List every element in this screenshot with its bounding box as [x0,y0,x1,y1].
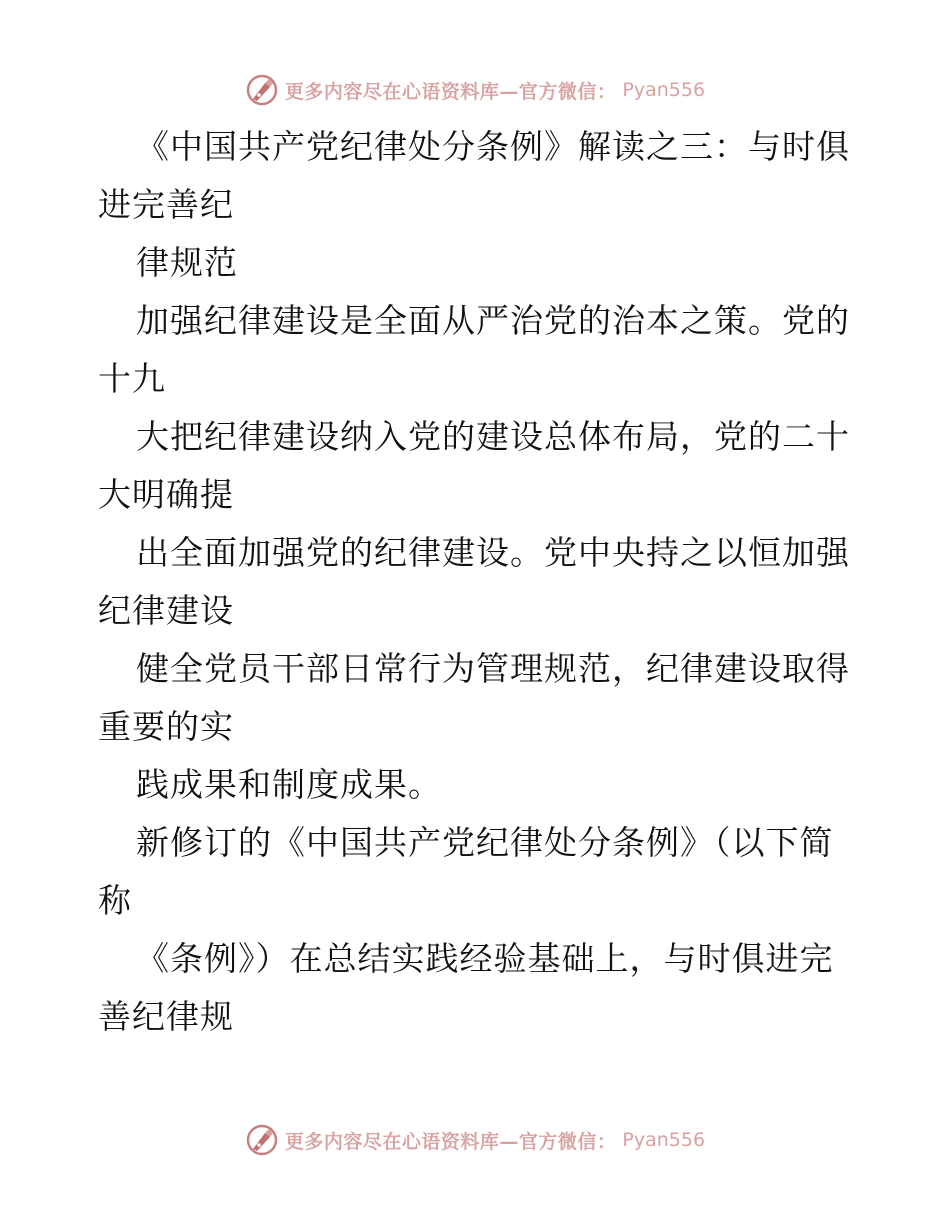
header-watermark [0,70,950,110]
text-line: 践成果和制度成果。 [136,765,442,804]
text-line: 新修订的《中国共产党纪律处分条例》（以下简 [136,823,834,862]
watermark-wechat-id: Pyan556 [622,79,706,101]
text-line: 十九 [98,359,166,398]
watermark-text: 更多内容尽在心语资料库—官方微信： [284,1130,617,1153]
text-line: 《条例》）在总结实践经验基础上，与时俱进完 [136,939,834,978]
text-line: 称 [98,881,132,920]
text-line: 纪律建设 [98,591,234,630]
text-line: 大明确提 [98,475,234,514]
text-line: 出全面加强党的纪律建设。党中央持之以恒加强 [136,533,850,572]
text-line: 《中国共产党纪律处分条例》解读之三：与时俱 [136,127,850,166]
pen-nib-logo-icon [245,73,279,107]
watermark-wechat-id: Pyan556 [622,1129,706,1151]
text-line: 进完善纪 [98,185,234,224]
watermark-text: 更多内容尽在心语资料库—官方微信： [284,80,617,103]
text-line: 重要的实 [98,707,234,746]
text-line: 律规范 [136,243,238,282]
text-line: 大把纪律建设纳入党的建设总体布局，党的二十 [136,417,850,456]
footer-watermark [0,1120,950,1160]
document-body [98,118,850,1046]
text-line: 加强纪律建设是全面从严治党的治本之策。党的 [136,301,850,340]
pen-nib-logo-icon [245,1123,279,1157]
text-line: 健全党员干部日常行为管理规范，纪律建设取得 [136,649,850,688]
text-line: 善纪律规 [98,997,234,1036]
